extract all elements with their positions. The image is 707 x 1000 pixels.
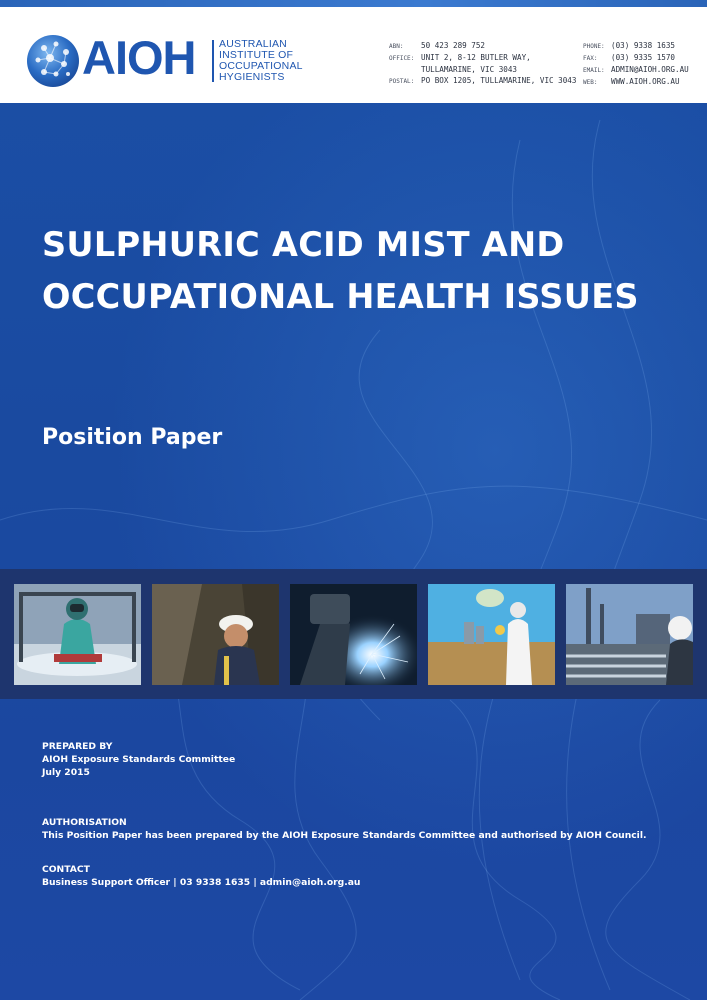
web-label: WEB: (583, 79, 598, 86)
email-label: EMAIL: (583, 67, 605, 74)
office-value: UNIT 2, 8-12 BUTLER WAY, (421, 53, 531, 62)
prepared-by-section (42, 740, 235, 779)
title-line: SULPHURIC ACID MIST AND (42, 225, 565, 264)
worker-protective-suit-photo (14, 584, 141, 685)
contact-text: Business Support Officer | 03 9338 1635 | admin@aioh.org.au (42, 877, 361, 888)
authorisation-section (42, 816, 646, 842)
org-name-line: HYGIENISTS (219, 71, 285, 83)
abn-value: 50 423 289 752 (421, 41, 486, 50)
office-value-2: TULLAMARINE, VIC 3043 (421, 65, 518, 74)
postal-value: PO BOX 1205, TULLAMARINE, VIC 3043 (421, 76, 577, 85)
phone-row (583, 40, 689, 52)
organisation-name (219, 39, 303, 83)
phone-value: (03) 9338 1635 (611, 41, 676, 50)
contact-section (42, 863, 360, 889)
org-name-line: OCCUPATIONAL (219, 60, 303, 72)
authorisation-heading: AUTHORISATION (42, 817, 127, 828)
web-row (583, 76, 689, 88)
email-row (583, 64, 689, 76)
document-subtitle: Position Paper (42, 425, 223, 450)
refinery-worker-photo (566, 584, 693, 685)
web-value[interactable]: WWW.AIOH.ORG.AU (611, 77, 680, 86)
document-title (42, 219, 682, 323)
org-name-line: INSTITUTE OF (219, 49, 294, 61)
photo-strip (0, 569, 707, 699)
phone-label: PHONE: (583, 43, 605, 50)
prepared-by-committee: AIOH Exposure Standards Committee (42, 754, 236, 765)
contact-heading: CONTACT (42, 864, 90, 875)
title-line: OCCUPATIONAL HEALTH ISSUES (42, 277, 639, 316)
prepared-by-heading: PREPARED BY (42, 741, 113, 752)
letterhead (0, 0, 707, 103)
logo-divider (212, 40, 214, 82)
authorisation-text: This Position Paper has been prepared by the AIOH Exposure Standards Committee and authorised by AIOH Council. (42, 830, 647, 841)
fax-label: FAX: (583, 55, 598, 62)
contact-details-right (583, 40, 689, 88)
fax-value: (03) 9335 1570 (611, 53, 676, 62)
prepared-by-date: July 2015 (42, 767, 90, 778)
scientist-sample-field-photo (428, 584, 555, 685)
welder-sparks-photo (290, 584, 417, 685)
office-row-2 (389, 64, 576, 75)
header-accent-bar (0, 0, 707, 7)
org-name-line: AUSTRALIAN (219, 38, 287, 50)
office-label: OFFICE: (389, 55, 415, 62)
email-value[interactable]: ADMIN@AIOH.ORG.AU (611, 65, 689, 74)
logo-wordmark: AIOH (82, 31, 196, 84)
postal-label: POSTAL: (389, 78, 415, 85)
abn-row (389, 40, 576, 52)
fax-row (583, 52, 689, 64)
office-row (389, 52, 576, 64)
contact-details-left (389, 40, 576, 87)
abn-label: ABN: (389, 43, 404, 50)
miner-helmet-photo (152, 584, 279, 685)
aioh-globe-logo-icon (26, 34, 80, 88)
postal-row (389, 75, 576, 87)
